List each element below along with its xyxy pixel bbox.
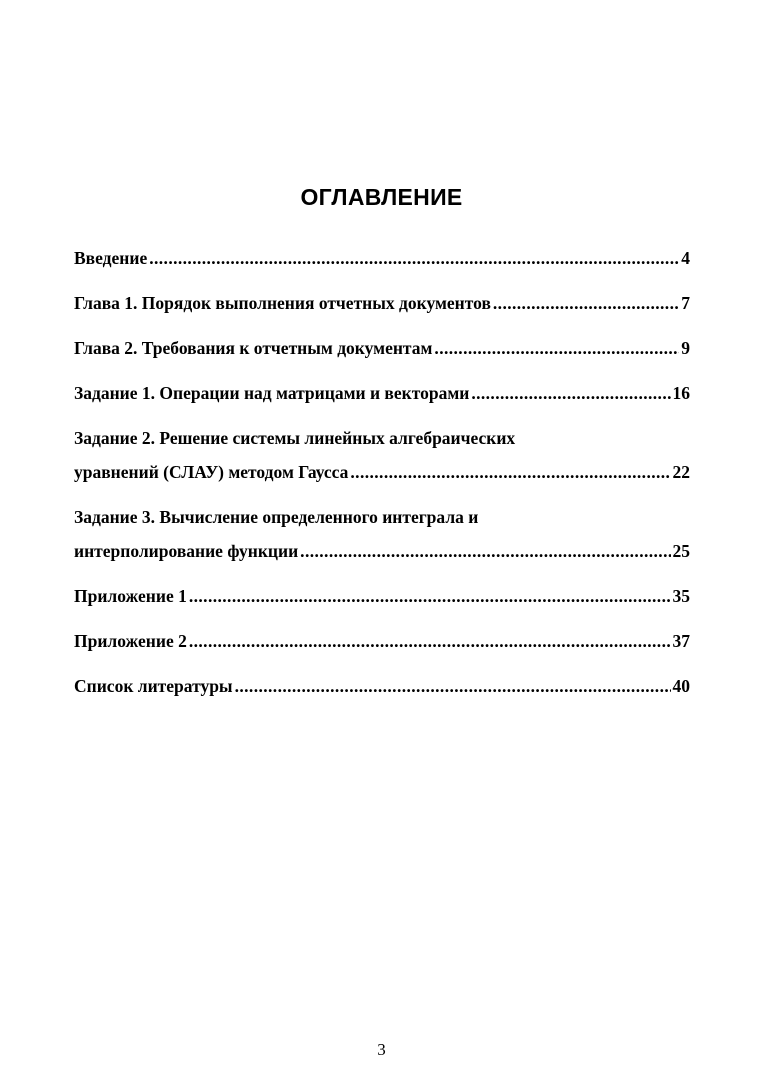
toc-dot-leader [235,669,671,703]
toc-entry-task-3[interactable] [74,500,690,568]
toc-dot-leader [434,331,679,365]
toc-entry-page: 7 [681,293,690,313]
toc-entry-label: Список литературы [74,676,233,696]
toc-entry-appendix-2[interactable] [74,624,690,658]
toc-entry-appendix-1[interactable] [74,579,690,613]
toc-entry-chapter-1[interactable] [74,286,690,320]
toc-entry-label-line-1: Задание 2. Решение системы линейных алгебраических [74,428,516,448]
toc-entry-label-line-1: Задание 3. Вычисление определенного интеграла и [74,507,479,527]
page-number: 3 [377,1040,386,1059]
toc-entry-label: Введение [74,248,148,268]
toc-entry-task-2[interactable] [74,421,690,489]
toc-entry-task-1[interactable] [74,376,690,410]
toc-entry-page: 40 [672,676,690,696]
toc-entry-page: 25 [672,541,690,561]
toc-entry-label: Задание 1. Операции над матрицами и векторами [74,383,470,403]
toc-entry-label: Глава 2. Требования к отчетным документам [74,338,433,358]
toc-dot-leader [471,376,670,410]
toc-entry-page: 35 [672,586,690,606]
toc-entry-page: 9 [681,338,690,358]
toc-entry-references[interactable] [74,669,690,703]
toc-entry-introduction[interactable] [74,241,690,275]
toc-entry-label: Приложение 1 [74,586,187,606]
toc-dot-leader [300,534,670,568]
toc-dot-leader [189,579,671,613]
toc-entry-page: 4 [681,248,690,268]
toc-entry-label: Приложение 2 [74,631,187,651]
toc-entry-label-line-2: интерполирование функции [74,541,299,561]
toc-dot-leader [493,286,679,320]
toc-list [74,241,690,714]
toc-entry-page: 37 [672,631,690,651]
toc-dot-leader [189,624,671,658]
toc-entry-page: 22 [672,462,690,482]
toc-entry-label: Глава 1. Порядок выполнения отчетных документов [74,293,491,313]
toc-entry-page: 16 [672,383,690,403]
toc-dot-leader [149,241,679,275]
toc-dot-leader [350,455,670,489]
toc-title: ОГЛАВЛЕНИЕ [300,184,463,210]
toc-entry-label-line-2: уравнений (СЛАУ) методом Гаусса [74,462,349,482]
toc-entry-chapter-2[interactable] [74,331,690,365]
